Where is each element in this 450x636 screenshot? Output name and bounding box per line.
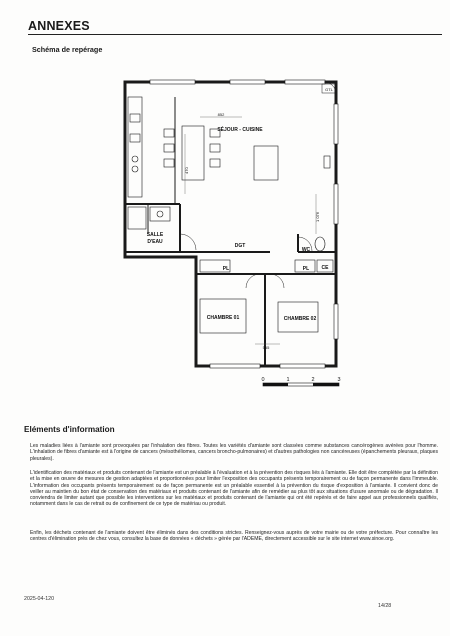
bathroom-fixtures <box>128 207 170 229</box>
room-chambre-01: CHAMBRE 01 <box>206 315 240 321</box>
section-title-info: Eléments d'information <box>24 425 115 434</box>
wc-fixture <box>315 237 325 251</box>
dining-table <box>164 126 220 180</box>
kitchen-counter <box>128 97 142 197</box>
info-paragraph-2: L'identification des matériaux et produits contenant de l'amiante est un préalable à l'évaluation et à la prévention des risques liés à l'amiante. Elle doit être complétée par la définition et la mise en œuvre de mesures de gestion adaptées et proportionnées pour limiter l'exposition des occupants présents temporairement ou de façon permanente dans l'immeuble. L'information des occupants présents temporairement ou de façon permanente est un préalable essentiel à la prévention du risque d'exposition à l'amiante. Il convient donc de veiller au maintien du bon état de conservation des matériaux et produits contenant de l'amiante afin de remédier au plus tôt aux situations d'usure anormale ou de dégradation. Il conviendra de limiter autant que possible les interventions sur les matériaux et produits contenant de l'amiante qui ont été repérés et de faire appel aux professionnels qualifiés, notamment dans le cas de retrait ou de confinement de ce type de matériau ou produit. <box>30 470 438 508</box>
info-paragraph-1: Les maladies liées à l'amiante sont provoquées par l'inhalation des fibres. Toutes les variétés d'amiante sont classées comme substances cancérogènes avérées pour l'homme. L'inhalation de fibres d'amiante est à l'origine de cancers (mésothéliomes, cancers broncho-pulmonaires) et d'autres pathologies non cancéreuses (épanchements pleuraux, plaques pleurales). <box>30 443 438 462</box>
tv-unit <box>324 156 330 168</box>
room-pl-2: PL <box>302 266 310 272</box>
room-pl-1: PL <box>222 266 230 272</box>
room-wc: WC <box>301 247 311 253</box>
scale-bar <box>261 377 340 386</box>
door-swings <box>180 82 336 288</box>
info-paragraph-3: Enfin, les déchets contenant de l'amiante doivent être éliminés dans des conditions strictes. Renseignez-vous auprès de votre mairie ou de votre préfecture. Pour connaître les centres d'élimination près de chez vous, consultez la base de données « déchets » gérée par l'ADEME, directement accessible sur le site internet www.sinoe.org. <box>30 530 438 543</box>
outer-wall <box>125 82 336 366</box>
gtl-label: GTL <box>325 87 333 92</box>
dimension-lines <box>185 117 316 344</box>
room-dgt: DGT <box>234 243 246 249</box>
footer-date: 2025-04-120 <box>24 596 55 602</box>
dim-bottom: 555 <box>262 345 270 350</box>
dim-top: 852 <box>217 112 225 117</box>
room-chambre-02: CHAMBRE 02 <box>283 316 317 322</box>
sofa <box>254 146 278 180</box>
room-salle-eau-line1: SALLE <box>146 232 164 238</box>
page-number: 14/28 <box>378 603 392 609</box>
scale-label-0: 0 <box>261 377 265 383</box>
windows <box>150 80 338 368</box>
dim-height-left: 470 <box>184 167 189 174</box>
section-title-schema: Schéma de repérage <box>32 45 103 54</box>
room-ce: CE <box>321 265 329 271</box>
room-sejour-cuisine: SÉJOUR - CUISINE <box>217 127 263 133</box>
page-title: ANNEXES <box>28 19 90 33</box>
scale-label-1: 1 <box>286 377 290 383</box>
room-salle-eau-line2: D'EAU <box>147 239 163 245</box>
scale-label-2: 2 <box>311 377 315 383</box>
header-divider <box>28 34 442 35</box>
scale-label-3: 3 <box>337 377 341 383</box>
floor-plan-drawing <box>120 74 350 394</box>
dim-height-right: 1 076 <box>315 211 320 222</box>
floor-plan <box>120 74 350 394</box>
